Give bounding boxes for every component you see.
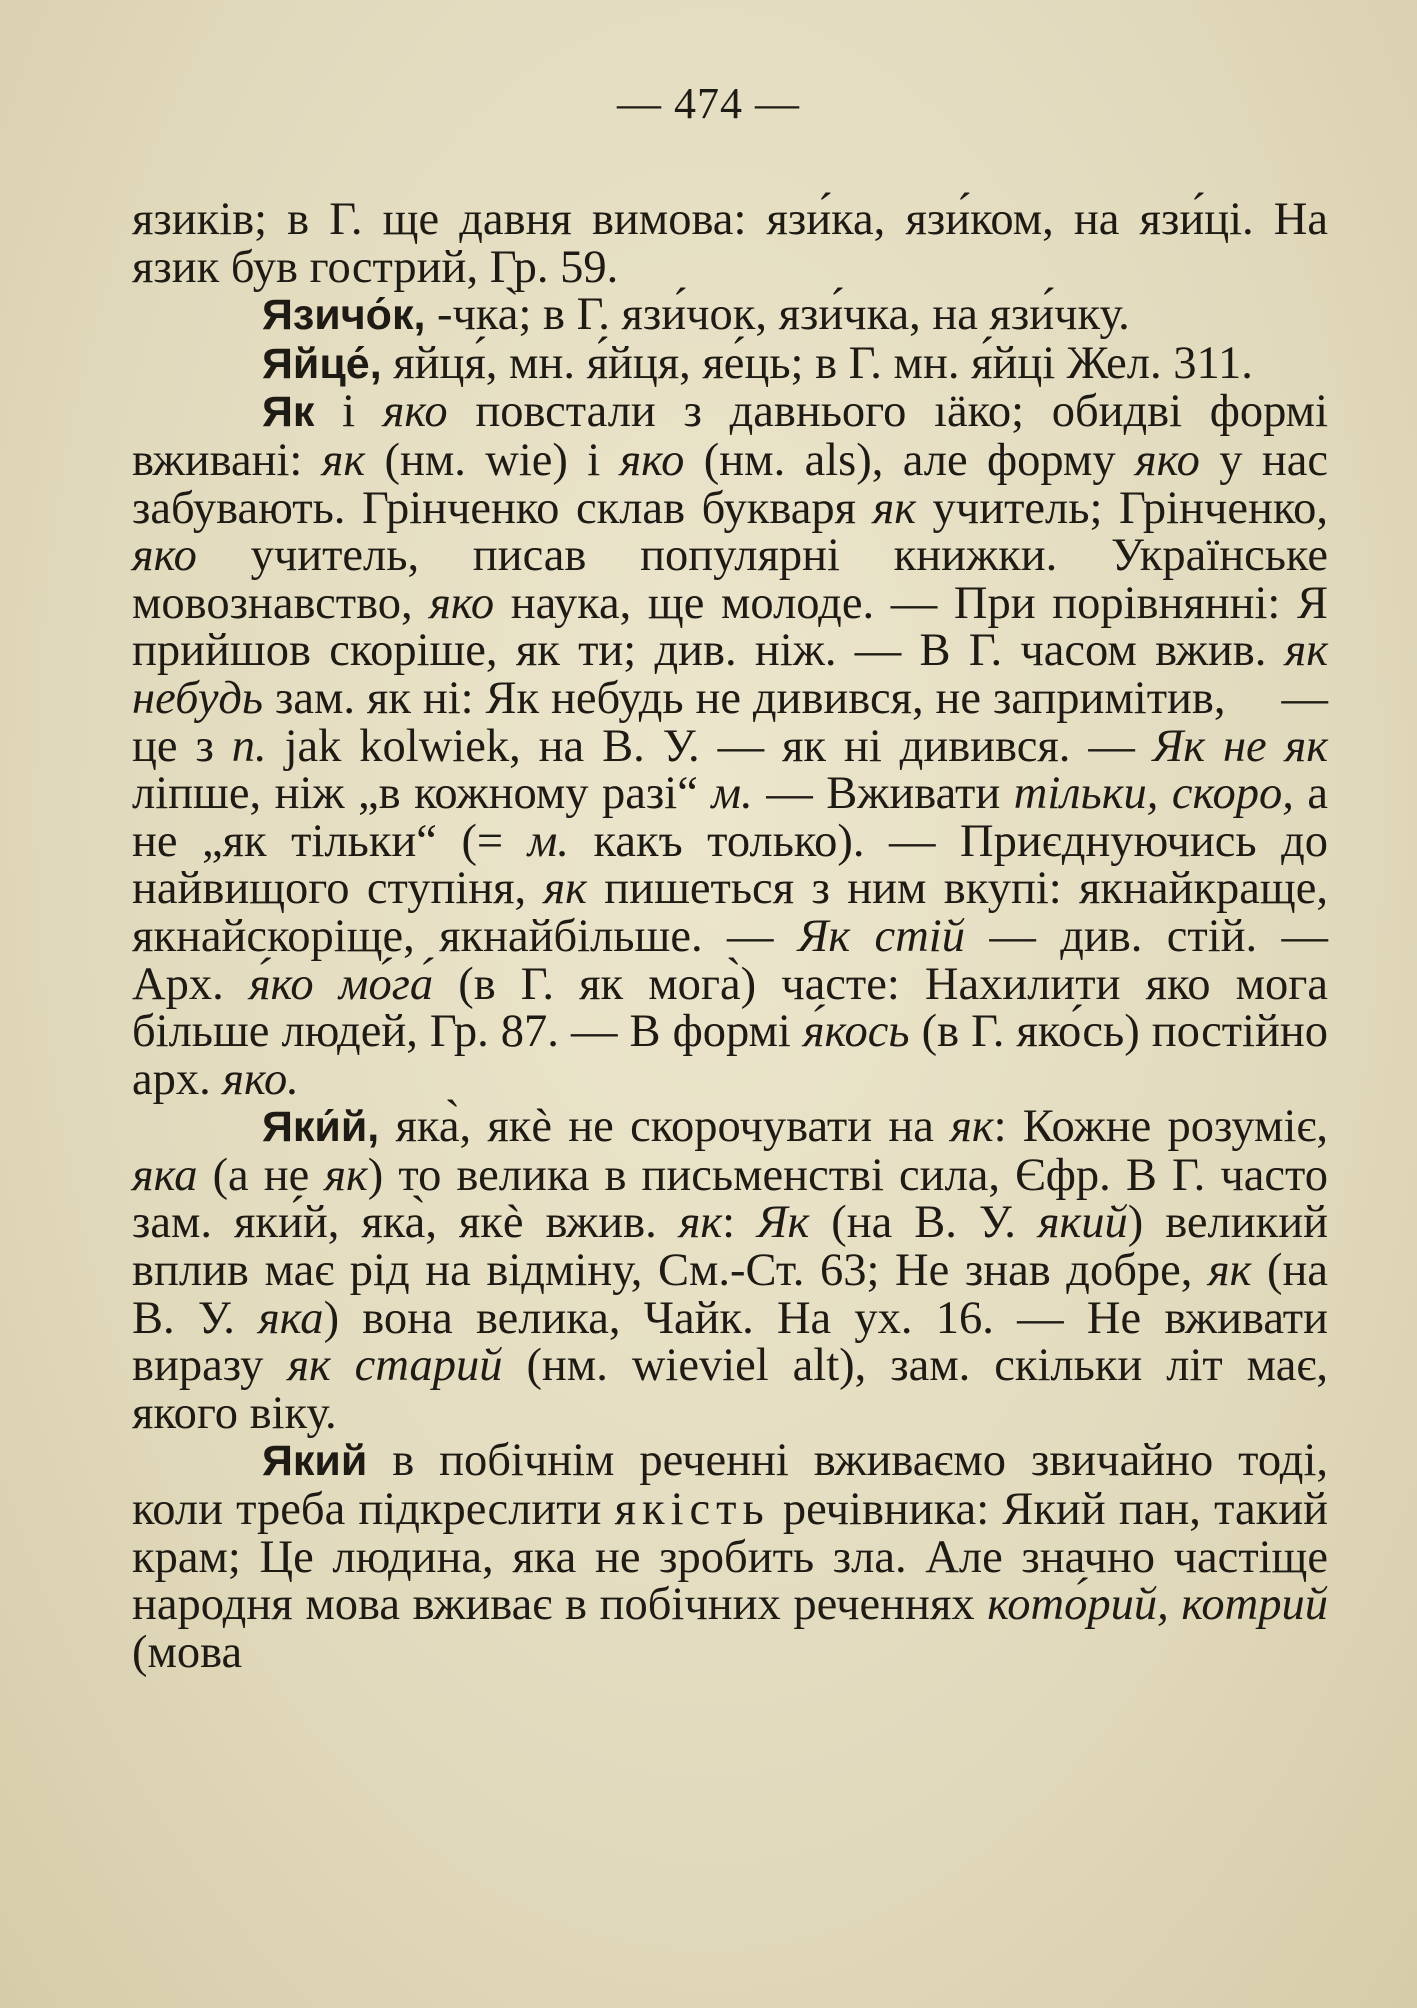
italic-text: м. — [527, 815, 569, 867]
text-run: і — [314, 386, 383, 438]
text-run: -чка̀; в Г. язи́чок, язи́чка, на язи́чку. — [425, 289, 1130, 341]
headword: Як — [262, 388, 315, 437]
italic-text: як — [324, 1149, 368, 1201]
headword: Яйце́, — [262, 339, 382, 388]
italic-text: яко — [429, 577, 495, 629]
entry-yazychok — [132, 291, 1328, 340]
italic-text: як — [1208, 1245, 1252, 1297]
italic-text: тільки, скоро, — [1013, 768, 1294, 820]
italic-text: яко — [132, 530, 197, 582]
italic-text: яко — [1134, 434, 1200, 486]
italic-text: кото́рий, котрий — [987, 1579, 1328, 1631]
text-run: ) великий вплив має рід на відміну, См.-Ст. 63; Не знав добре, — [132, 1197, 1328, 1297]
italic-text: як старий — [287, 1340, 503, 1392]
text-run: какъ только). — Приєднуючись до найвищого ступіня, — [132, 815, 1329, 915]
italic-text: п. — [231, 720, 267, 772]
headword: Яки́й, — [262, 1103, 380, 1152]
italic-text: як — [321, 434, 366, 486]
italic-text: Як — [757, 1197, 810, 1249]
text-run: (нм. als), але форму — [684, 434, 1135, 486]
text-run: а не „як тільки“ (= — [132, 768, 1329, 867]
text-run: яка̀, якѐ не скорочувати на — [379, 1101, 951, 1153]
italic-text: яко — [619, 434, 685, 486]
text-run: пишеться з ним вкупі: якнайкраще, якнайскоріще, якнайбільше. — — [132, 863, 1328, 962]
text-run: (а не — [197, 1149, 325, 1201]
italic-text: я́ко мо́га́ — [248, 958, 434, 1010]
text-run: (на В. У. — [132, 1245, 1328, 1344]
dictionary-text — [132, 196, 1328, 1676]
text-run: : Кожне розуміє, — [993, 1101, 1328, 1153]
text-run: ) вона велика, Чайк. На ух. 16. — Не вживати виразу — [132, 1292, 1328, 1392]
italic-text: яко — [382, 386, 448, 438]
text-run: (нм. wie) і — [365, 434, 620, 486]
italic-text: м. — [711, 768, 753, 820]
text-run: (нм. wieviel alt), зам. скільки літ має, якого віку. — [132, 1340, 1328, 1439]
text-run: (в Г. яко́сь) постійно арх. — [132, 1006, 1328, 1105]
italic-text: Як не як — [1152, 720, 1328, 772]
text-run: в побічнім реченні вживаємо звичайно тоді, коли треба підкреслити — [132, 1435, 1328, 1536]
entry-yakyi-usage — [132, 1437, 1328, 1676]
italic-text: як — [678, 1197, 723, 1249]
entry-yakyi — [132, 1103, 1328, 1437]
text-run: (мова — [132, 1626, 243, 1678]
text-run: язиків; в Г. ще давня вимова: язи́ка, язи́ком, на язи́ці. На язик був гострий, Гр. 59. — [132, 194, 1328, 293]
italic-text: як — [872, 482, 916, 534]
text-run: якість — [614, 1484, 770, 1536]
italic-text: Як стій — [797, 910, 965, 962]
text-run: у нас забувають. Грінченко склав букваря — [132, 434, 1328, 534]
text-run: : — [722, 1197, 757, 1249]
text-run: наука, ще молоде. — При порівнянні: Я прийшов скоріше, як ти; див. ніж. — В Г. часом вжив. — [132, 577, 1328, 677]
text-run: (на В. У. — [809, 1197, 1038, 1249]
text-run: — див. стій. — Арх. — [132, 910, 1329, 1010]
text-run: учитель, писав популярні книжки. Українське мовознавство, — [132, 530, 1328, 629]
text-run: — це з — [132, 672, 1328, 772]
text-run: (в Г. як мога̀) часте: Нахилити яко мога більше людей, Гр. 87. — В формі — [132, 958, 1328, 1058]
italic-text: яко. — [222, 1053, 299, 1105]
text-run: — Вживати — [752, 768, 1014, 820]
headword: Який — [262, 1437, 368, 1486]
italic-text: я́кось — [802, 1006, 910, 1058]
text-run: повстали з давнього ıäко; обидві формі вживані: — [132, 386, 1328, 486]
text-run: ліпше, ніж „в кожному разі“ — [132, 768, 712, 820]
text-run: зам. як ні: Як небудь не дивився, не запримітив, — [263, 672, 1226, 724]
text-run: яйця́, мн. я́йця, яе́ць; в Г. мн. я́йці Жел. 311. — [381, 337, 1253, 389]
text-run: учитель; Грінченко, — [915, 482, 1328, 534]
italic-text: як — [950, 1101, 994, 1153]
italic-text: як — [543, 863, 587, 915]
entry-yaitse — [132, 337, 1328, 389]
text-run: ) то велика в письменстві сила, Єфр. В Г. часто зам. яки́й, яка̀, якѐ вжив. — [132, 1149, 1328, 1249]
italic-text: який — [1037, 1197, 1128, 1249]
italic-text: яка — [258, 1292, 324, 1344]
italic-text: яка — [132, 1149, 198, 1201]
text-run: речівника: Який пан, такий крам; Це людина, яка не зробить зла. Але значно частіще народня мова вживає в побічних реченнях — [132, 1484, 1328, 1631]
page-number: — 474 — — [617, 79, 800, 128]
italic-text: як небудь — [132, 625, 1328, 724]
headword: Язичо́к, — [262, 291, 426, 340]
text-run: jak kolwiek, на В. У. — як ні дивився. — — [266, 720, 1153, 772]
entry-yak — [132, 388, 1328, 1103]
entry-yazyk-continuation — [132, 196, 1328, 291]
